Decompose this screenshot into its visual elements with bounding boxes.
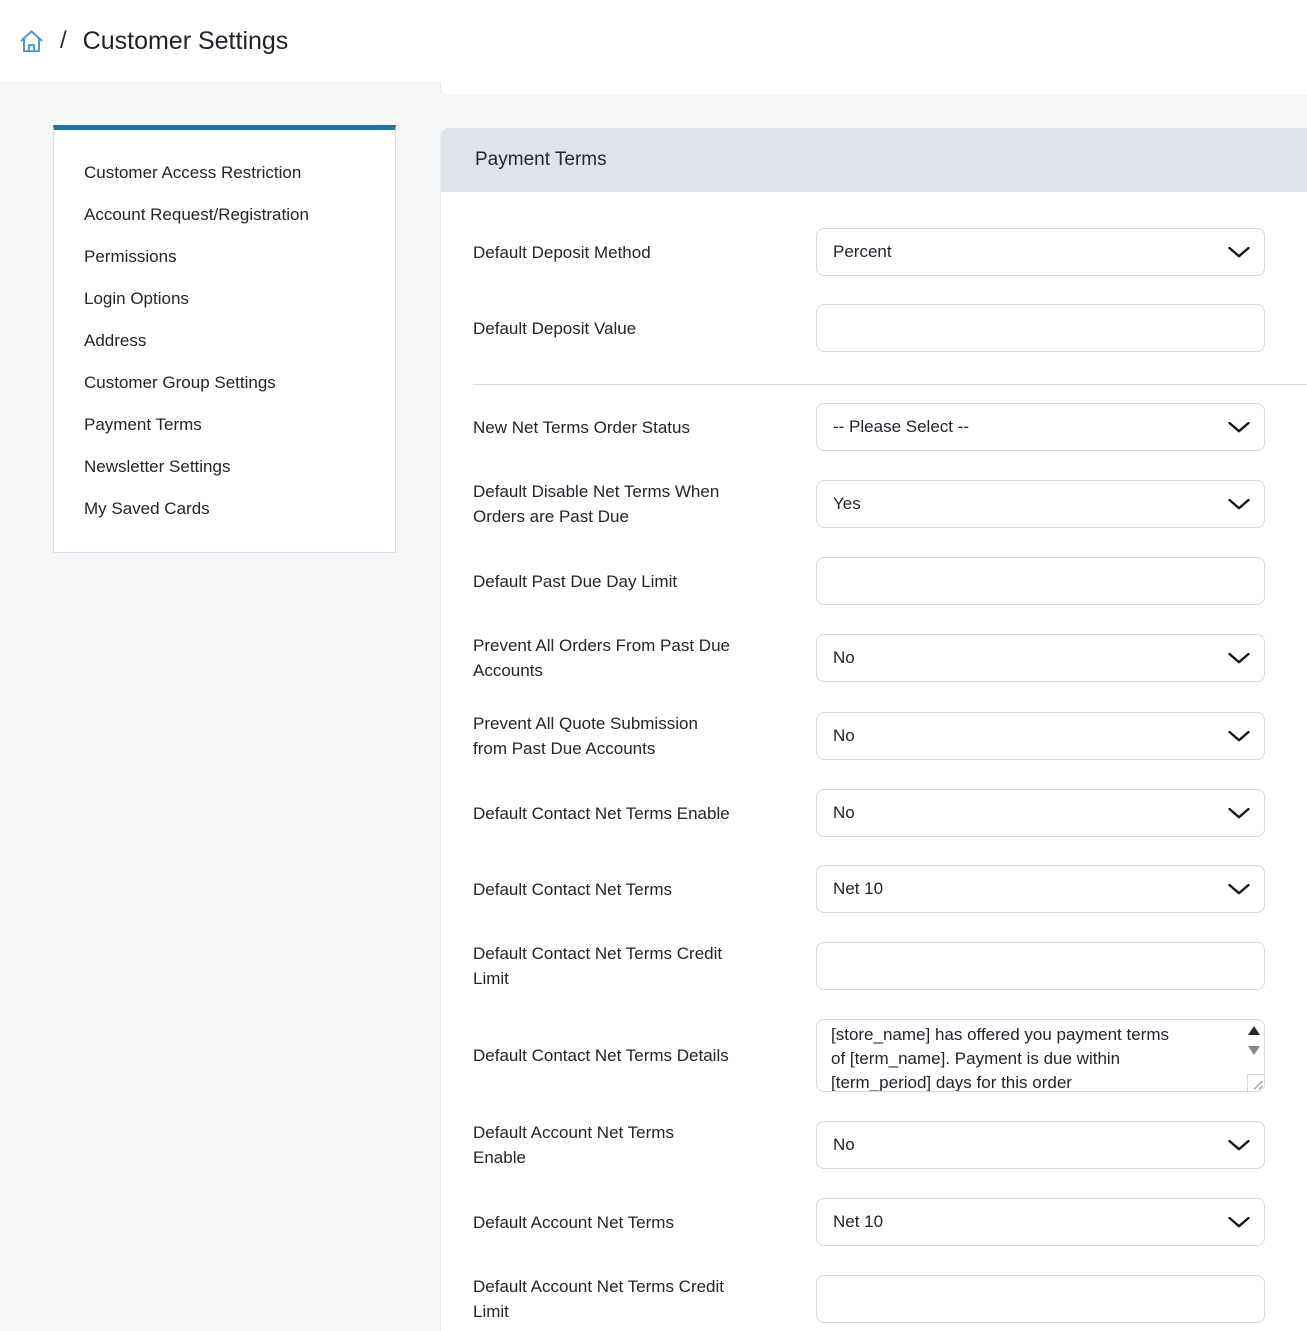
- prevent-all-quote-submission-from-past-due-accounts-select[interactable]: [816, 712, 1265, 760]
- default-contact-net-terms-details-textarea[interactable]: [816, 1019, 1265, 1092]
- panel-gap: [440, 95, 1307, 128]
- default-deposit-method-select[interactable]: [816, 228, 1265, 276]
- selected-value: No: [833, 803, 855, 822]
- row-default-contact-net-terms-credit-limit: [473, 941, 1267, 991]
- page-content: [0, 82, 1307, 1331]
- row-default-contact-net-terms: [473, 865, 1267, 913]
- sidebar-item-account-request-registration[interactable]: Account Request/Registration: [84, 205, 309, 224]
- selected-value: No: [833, 726, 855, 745]
- panel-header: [441, 128, 1307, 192]
- default-account-net-terms-select[interactable]: [816, 1198, 1265, 1246]
- chevron-down-icon: [1228, 884, 1250, 895]
- chevron-down-icon: [1228, 731, 1250, 742]
- new-net-terms-order-status-select[interactable]: [816, 403, 1265, 451]
- row-prevent-all-quote-submission-from-past-due-accounts: [473, 711, 1267, 761]
- row-prevent-all-orders-from-past-due-accounts: [473, 633, 1267, 683]
- row-new-net-terms-order-status: [473, 403, 1267, 451]
- field-label: Default Contact Net Terms Enable: [473, 803, 730, 823]
- breadcrumb: [0, 0, 1307, 82]
- field-label: Default Disable Net Terms When Orders are Past Due: [473, 482, 720, 526]
- previous-panel-bottom-edge: [440, 82, 1307, 95]
- field-label: Default Deposit Method: [473, 242, 651, 262]
- settings-sidebar: [53, 125, 396, 553]
- payment-terms-panel: [440, 128, 1307, 1331]
- chevron-down-icon: [1228, 247, 1250, 258]
- field-label: Default Account Net Terms: [473, 1212, 674, 1232]
- scroll-down-icon[interactable]: [1248, 1046, 1260, 1055]
- sidebar-item-customer-access-restriction[interactable]: Customer Access Restriction: [84, 163, 302, 182]
- row-default-disable-net-terms-when-orders-are-past-due: [473, 479, 1267, 529]
- chevron-down-icon: [1228, 653, 1250, 664]
- left-column: [0, 82, 440, 1331]
- field-label: Default Account Net Terms Credit Limit: [473, 1277, 725, 1321]
- default-contact-net-terms-credit-limit-input[interactable]: [816, 942, 1265, 990]
- textarea-value: [store_name] has offered you payment terms of [term_name]. Payment is due within [term_period] days for this order: [831, 1025, 1169, 1092]
- home-icon[interactable]: [18, 28, 45, 55]
- sidebar-item-payment-terms[interactable]: Payment Terms: [84, 415, 202, 434]
- breadcrumb-separator: /: [60, 27, 67, 54]
- sidebar-item-address[interactable]: Address: [84, 331, 147, 350]
- field-label: Default Contact Net Terms: [473, 879, 673, 899]
- sidebar-item-customer-group-settings[interactable]: Customer Group Settings: [84, 373, 276, 392]
- chevron-down-icon: [1228, 1140, 1250, 1151]
- default-account-net-terms-enable-select[interactable]: [816, 1121, 1265, 1169]
- section-divider: [473, 384, 1307, 385]
- row-default-contact-net-terms-details: [473, 1019, 1267, 1092]
- row-default-contact-net-terms-enable: [473, 789, 1267, 837]
- selected-value: No: [833, 1135, 855, 1154]
- chevron-down-icon: [1228, 499, 1250, 510]
- chevron-down-icon: [1228, 422, 1250, 433]
- row-default-deposit-value: [473, 304, 1267, 352]
- field-label: Prevent All Orders From Past Due Accounts: [473, 636, 730, 680]
- selected-value: No: [833, 648, 855, 667]
- default-disable-net-terms-when-orders-are-past-due-select[interactable]: [816, 480, 1265, 528]
- field-label: Default Past Due Day Limit: [473, 571, 678, 591]
- field-label: Default Deposit Value: [473, 318, 637, 338]
- default-account-net-terms-credit-limit-input[interactable]: [816, 1275, 1265, 1323]
- row-default-account-net-terms-credit-limit: [473, 1274, 1267, 1324]
- resize-grip-icon[interactable]: [1247, 1074, 1264, 1091]
- row-default-account-net-terms: [473, 1198, 1267, 1246]
- sidebar-item-my-saved-cards[interactable]: My Saved Cards: [84, 499, 210, 518]
- selected-value: Percent: [833, 242, 892, 261]
- row-default-deposit-method: [473, 228, 1267, 276]
- field-label: Default Account Net Terms Enable: [473, 1123, 674, 1167]
- chevron-down-icon: [1228, 808, 1250, 819]
- default-contact-net-terms-select[interactable]: [816, 865, 1265, 913]
- sidebar-item-newsletter-settings[interactable]: Newsletter Settings: [84, 457, 231, 476]
- default-contact-net-terms-enable-select[interactable]: [816, 789, 1265, 837]
- chevron-down-icon: [1228, 1217, 1250, 1228]
- sidebar-item-login-options[interactable]: Login Options: [84, 289, 189, 308]
- prevent-all-orders-from-past-due-accounts-select[interactable]: [816, 634, 1265, 682]
- selected-value: -- Please Select --: [833, 417, 970, 436]
- field-label: Default Contact Net Terms Details: [473, 1046, 729, 1065]
- selected-value: Net 10: [833, 879, 884, 898]
- field-label: New Net Terms Order Status: [473, 417, 690, 437]
- field-label: Default Contact Net Terms Credit Limit: [473, 944, 723, 988]
- panel-title: Payment Terms: [475, 149, 607, 170]
- main-column: [440, 82, 1307, 1331]
- selected-value: Net 10: [833, 1212, 884, 1231]
- row-default-past-due-day-limit: [473, 557, 1267, 605]
- field-label: Prevent All Quote Submission from Past Due Accounts: [473, 714, 698, 758]
- selected-value: Yes: [833, 494, 861, 513]
- default-past-due-day-limit-input[interactable]: [816, 557, 1265, 605]
- sidebar-item-permissions[interactable]: Permissions: [84, 247, 177, 266]
- page-title: Customer Settings: [82, 26, 289, 55]
- scroll-up-icon[interactable]: [1248, 1026, 1260, 1035]
- default-deposit-value-input[interactable]: [816, 304, 1265, 352]
- row-default-account-net-terms-enable: [473, 1120, 1267, 1170]
- form-rows: [441, 192, 1307, 1331]
